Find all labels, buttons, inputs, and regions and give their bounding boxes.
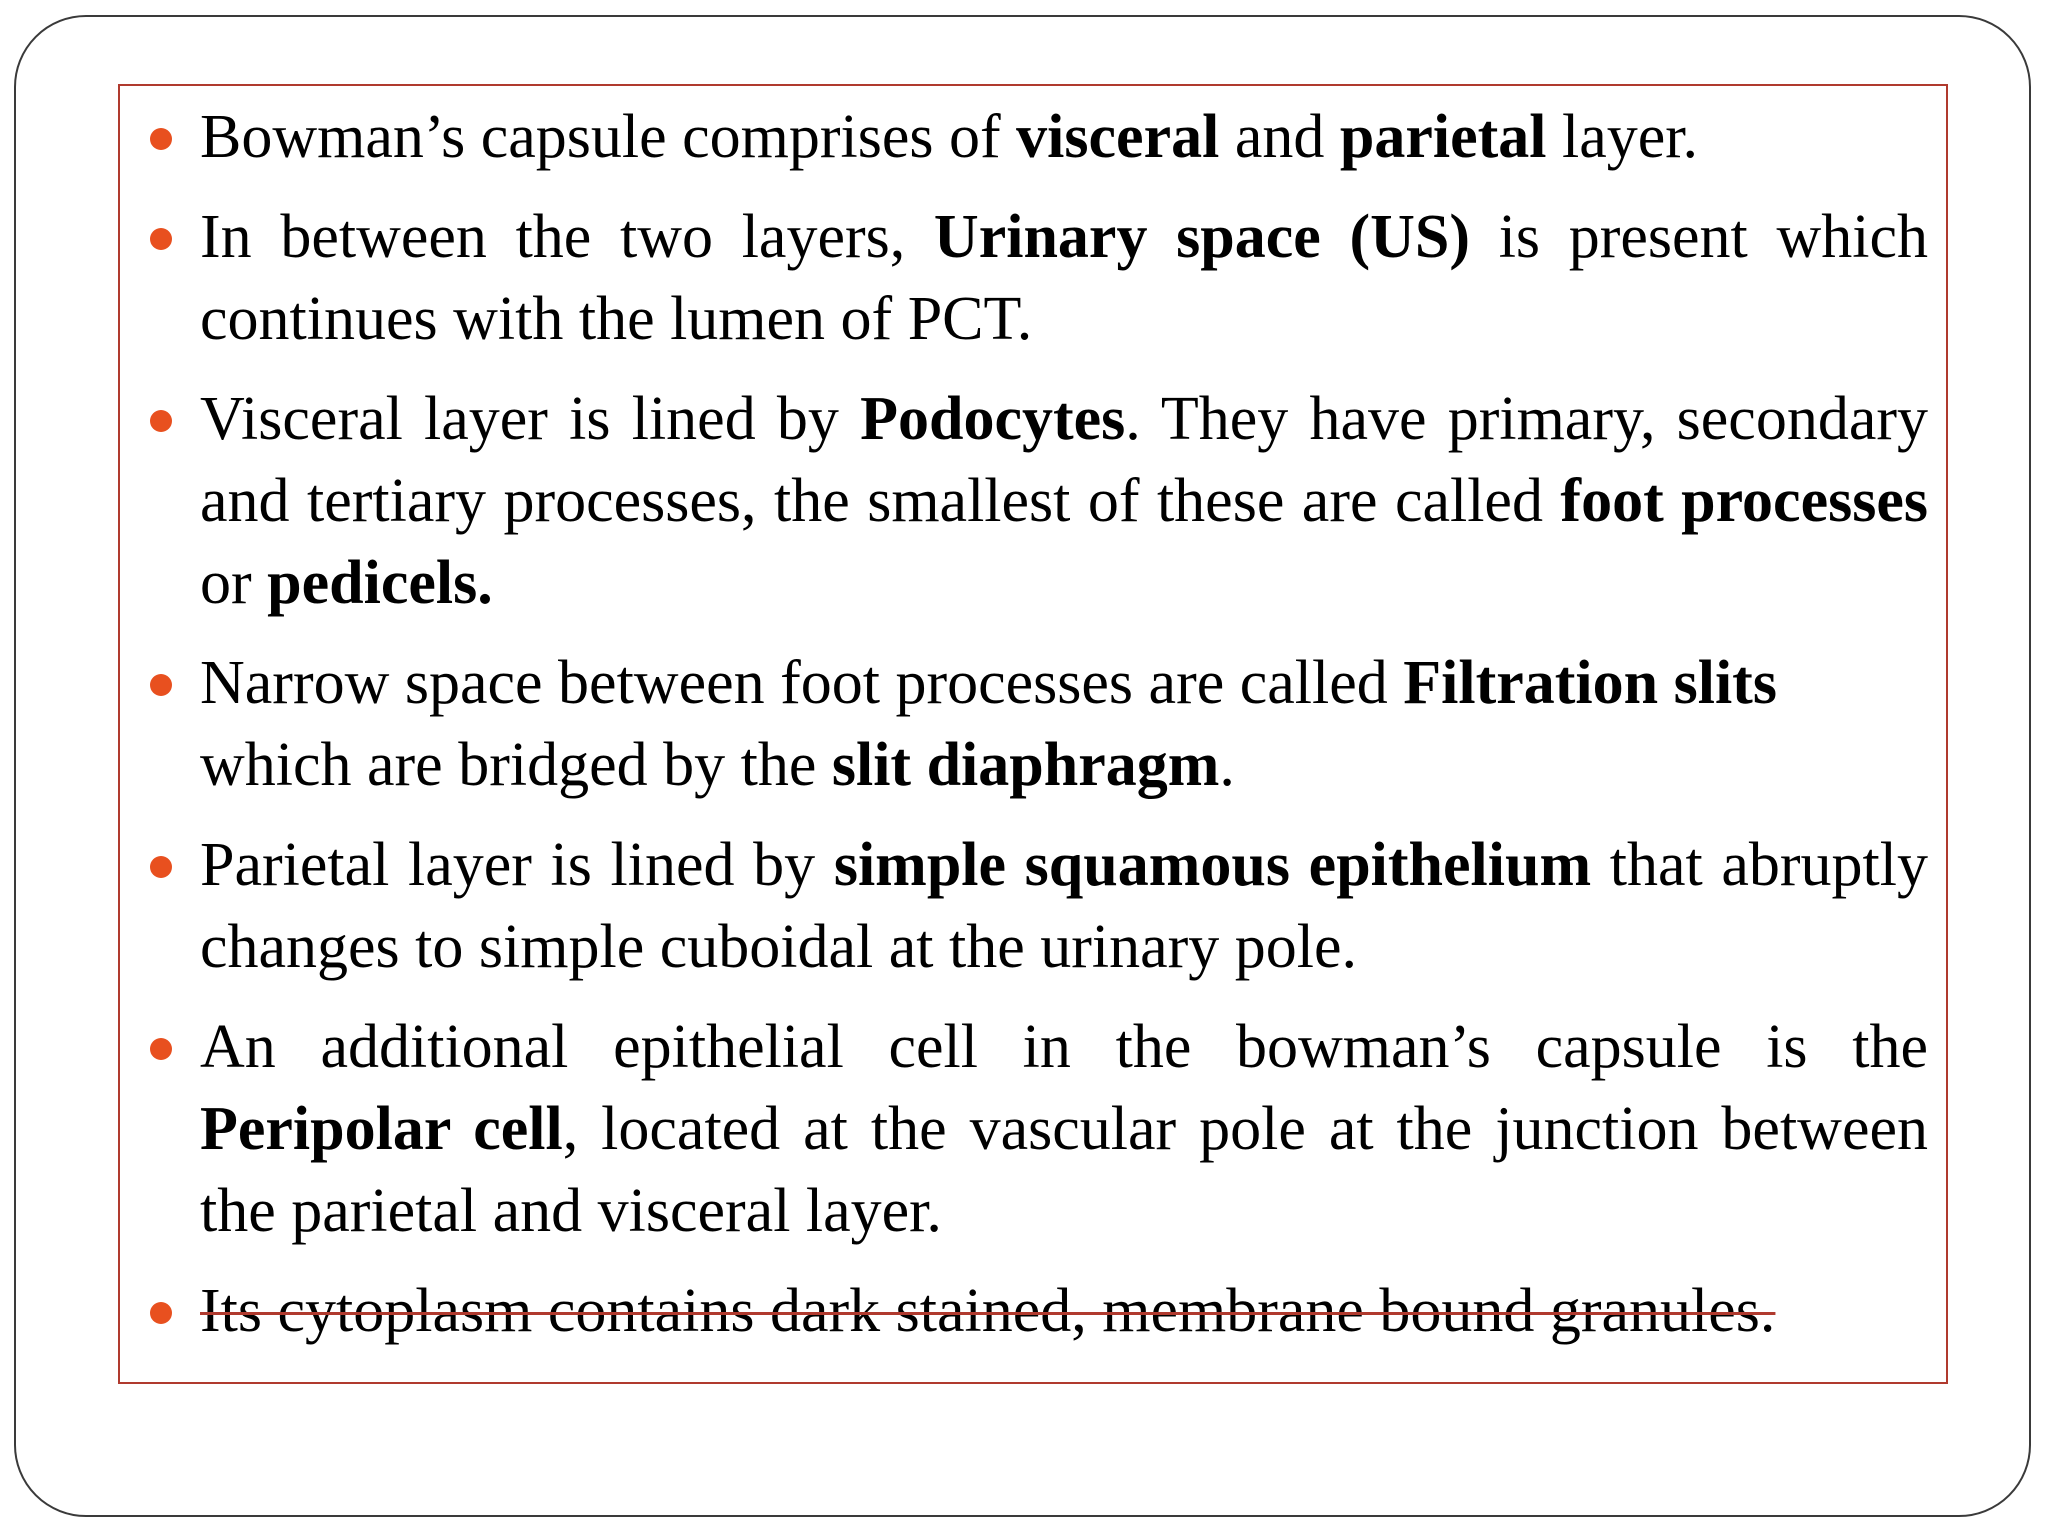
bullet-dot-icon — [150, 856, 172, 878]
text-segment: Parietal layer is lined by — [200, 831, 834, 899]
text-segment: which are bridged by the — [200, 731, 817, 799]
text-segment: , located at the vascular pole at the junction between the parietal and visceral layer. — [200, 1095, 1928, 1245]
text-segment-bold: slit diaphragm — [831, 731, 1220, 799]
text-segment-bold: parietal — [1339, 103, 1547, 171]
bullet-text — [200, 385, 1928, 617]
text-segment-bold: foot processes — [1560, 467, 1928, 535]
bullet-text — [200, 831, 1928, 981]
text-segment-bold: Filtration slits — [1403, 649, 1777, 717]
text-segment: and — [1219, 103, 1340, 171]
bullet-list — [200, 96, 1928, 1370]
bullet-text — [200, 1013, 1928, 1245]
bullet-text — [200, 203, 1928, 353]
bullet-dot-icon — [150, 128, 172, 150]
text-segment: In between the two layers, — [200, 203, 934, 271]
bullet-text — [200, 1277, 1775, 1345]
bullet-item — [200, 1270, 1928, 1352]
text-segment: Visceral layer is lined by — [200, 385, 861, 453]
text-segment: Its cytoplasm contains dark stained, membrane bound granules. — [200, 1277, 1776, 1345]
bullet-dot-icon — [150, 1302, 172, 1324]
text-segment: An additional epithelial cell in the bowman’s capsule is the — [200, 1013, 1928, 1081]
text-segment: layer. — [1546, 103, 1698, 171]
text-segment: that abruptly changes to simple cuboidal at the urinary pole. — [200, 831, 1928, 981]
bullet-item — [200, 378, 1928, 624]
text-segment-bold: Peripolar cell — [200, 1095, 563, 1163]
bullet-item — [200, 196, 1928, 360]
bullet-item — [200, 1006, 1928, 1252]
text-segment-bold: simple squamous epithelium — [833, 831, 1592, 899]
bullet-dot-icon — [150, 1038, 172, 1060]
bullet-text — [200, 103, 1698, 171]
text-segment-bold: visceral — [1016, 103, 1220, 171]
text-segment-bold: Urinary space (US) — [933, 203, 1471, 271]
bullet-dot-icon — [150, 228, 172, 250]
text-segment: Narrow space between foot processes are called — [200, 649, 1404, 717]
text-segment: is present which continues with the lumen of PCT. — [200, 203, 1928, 353]
text-segment: . They have primary, secondary and tertiary processes, the smallest of these are called — [200, 385, 1928, 535]
text-segment-bold: pedicels. — [267, 549, 493, 617]
bullet-text — [200, 649, 1777, 799]
bullet-dot-icon — [150, 674, 172, 696]
text-segment-bold: Podocytes — [860, 385, 1126, 453]
text-segment: or — [200, 549, 268, 617]
text-segment: Bowman’s capsule comprises of — [200, 103, 1017, 171]
bullet-item — [200, 824, 1928, 988]
bullet-item — [200, 642, 1928, 806]
bullet-dot-icon — [150, 410, 172, 432]
bullet-item — [200, 96, 1928, 178]
text-segment: . — [1219, 731, 1235, 799]
